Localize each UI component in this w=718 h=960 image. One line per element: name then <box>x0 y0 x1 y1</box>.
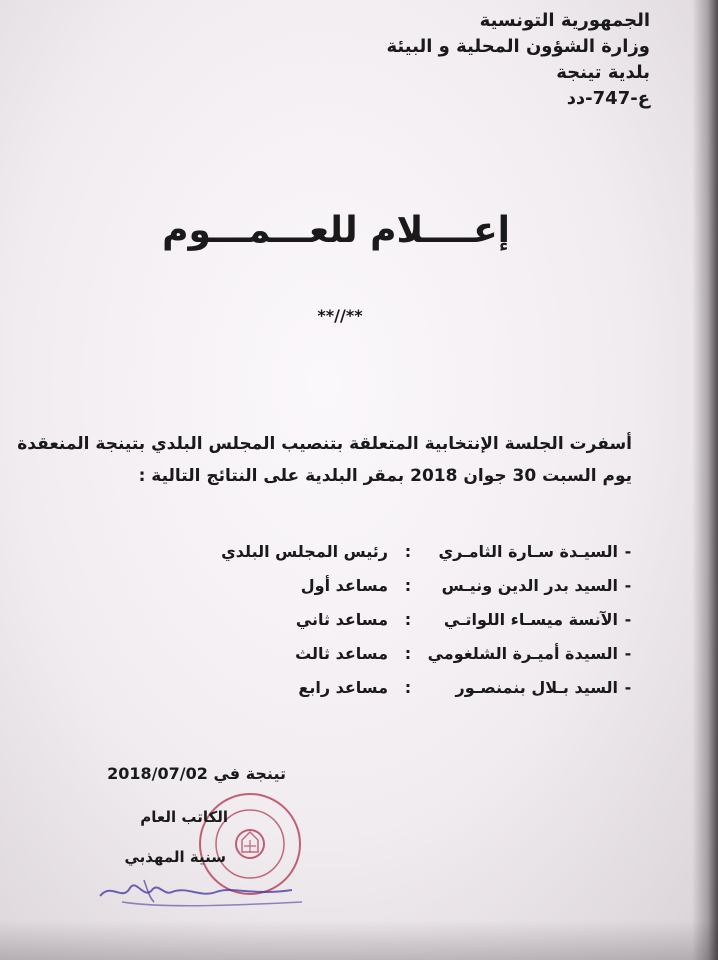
intro-paragraph <box>17 428 632 492</box>
member-name: الآنسة ميسـاء اللواتـي <box>443 610 618 629</box>
letterhead-ministry: وزارة الشؤون المحلية و البيئة <box>386 36 650 57</box>
member-role: مساعد رابع <box>298 678 388 697</box>
document-title: إعــــلام للعـــمـــوم <box>162 210 510 251</box>
member-role: مساعد ثاني <box>295 610 388 629</box>
list-dash: - <box>624 542 632 561</box>
intro-line-2: يوم السبت 30 جوان 2018 بمقر البلدية على النتائج التالية : <box>138 466 632 486</box>
letterhead <box>386 8 650 112</box>
date-line: تينجة في 2018/07/02 <box>107 764 286 783</box>
separator: **//** <box>317 306 363 325</box>
page-bottom-shadow <box>0 920 718 960</box>
list-item <box>138 610 638 644</box>
results-list <box>138 542 638 712</box>
intro-line-1: أسفرت الجلسة الإنتخابية المتعلقة بتنصيب المجلس البلدي بتينجة المنعقدة <box>17 434 632 454</box>
page-edge-shadow <box>692 0 718 960</box>
list-item <box>138 644 638 678</box>
letterhead-municipality: بلدية تينجة <box>556 62 650 83</box>
list-dash: - <box>624 610 632 629</box>
list-dash: - <box>624 644 632 663</box>
member-role: مساعد أول <box>300 576 388 595</box>
list-colon: : <box>404 610 412 629</box>
list-dash: - <box>624 678 632 697</box>
member-name: السيد بـلال بنمنصـور <box>455 678 618 697</box>
member-role: رئيس المجلس البلدي <box>221 542 388 561</box>
member-name: السيدة أميـرة الشلغومي <box>427 644 618 663</box>
list-colon: : <box>404 678 412 697</box>
signatory-title: الكاتب العام <box>140 808 228 826</box>
member-name: السيد بدر الدين ونيـس <box>441 576 618 595</box>
letterhead-country: الجمهورية التونسية <box>479 10 650 31</box>
list-item <box>138 678 638 712</box>
list-item <box>138 542 638 576</box>
list-colon: : <box>404 542 412 561</box>
member-role: مساعد ثالث <box>295 644 388 663</box>
signatory-name: سنية المهذبي <box>124 848 226 866</box>
member-name: السيـدة سـارة الثامـري <box>438 542 618 561</box>
list-item <box>138 576 638 610</box>
list-colon: : <box>404 576 412 595</box>
list-dash: - <box>624 576 632 595</box>
list-colon: : <box>404 644 412 663</box>
handwritten-signature-icon <box>92 862 312 912</box>
letterhead-reference: ع-747-دد <box>566 88 650 109</box>
